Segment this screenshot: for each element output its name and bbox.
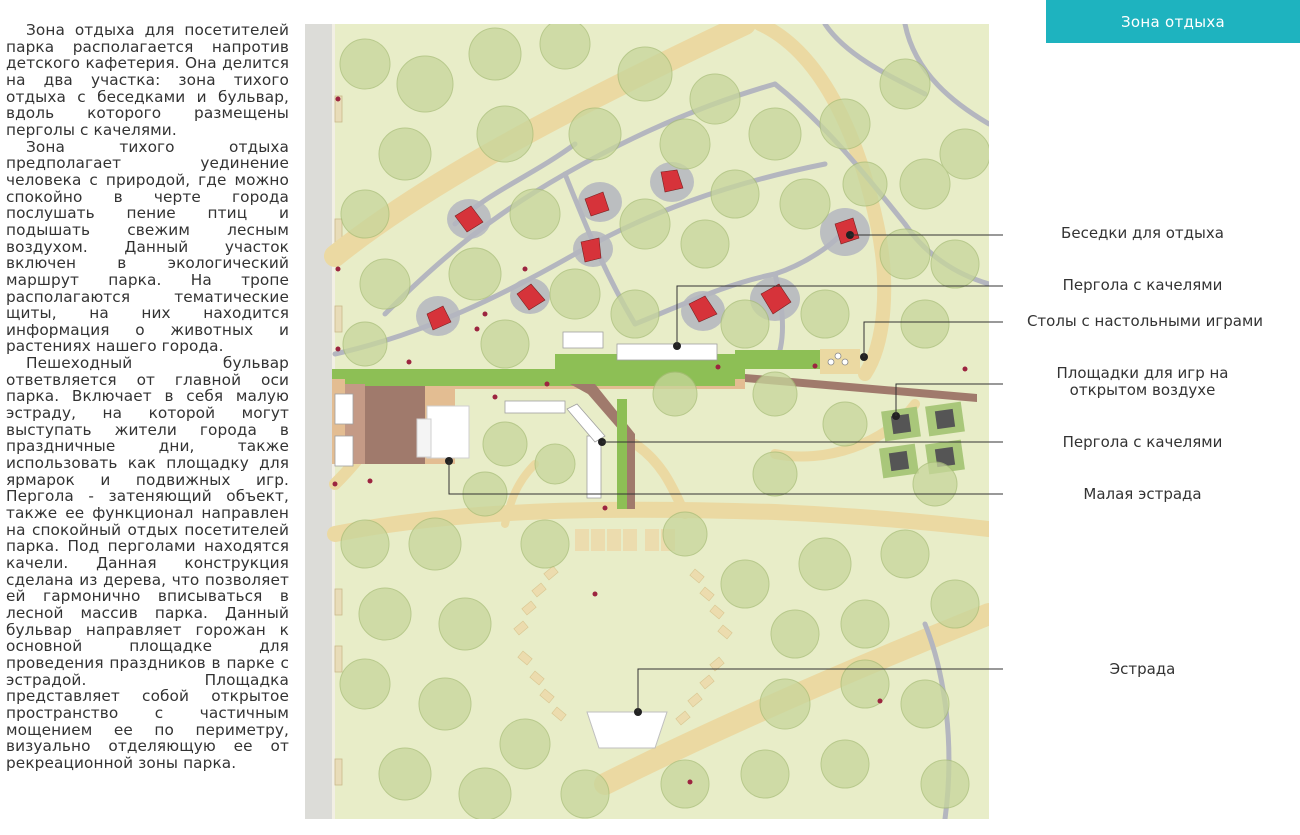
legend-label-small-stage: Малая эстрада — [1083, 485, 1202, 503]
legend-label-stage: Эстрада — [1109, 660, 1176, 678]
legend-label-pergola-1: Пергола с качелями — [1062, 276, 1223, 294]
legend-label-pergola-2: Пергола с качелями — [1062, 433, 1223, 451]
section-title-tab: Зона отдыха — [1046, 0, 1300, 43]
legend-label-gazebos: Беседки для отдыха — [1061, 224, 1224, 242]
description-paragraph: Зона отдыха для посетителей парка располагается напротив детского кафетерия. Она делится на два участка: зона тихого отдыха с беседками и бульвар, вдоль которого размещены перголы с качелями. — [6, 21, 289, 139]
description-paragraph: Пешеходный бульвар ответвляется от главной оси парка. Включает в себя малую эстраду, на которой могут выступать жители города в праздничные дни, также использовать как площадку для ярмарок и подвижных игр. Пергола - затеняющий объект, также ее функционал направлен на спокойный отдых посетителей парка. Под перголами находятся качели. Данная конструкция сделана из дерева, что позволяет ей гармонично вписываться в лесной массив парка. Данный бульвар направляет горожан к основной площадке для проведения праздников в парке с эстрадой. Площадка представляет собой открытое пространство с частичным мощением ее по периметру, визуально отделяющую ее от рекреационной зоны парка. — [6, 354, 289, 772]
legend-label-board-game-tables: Столы с настольными играми — [1026, 312, 1264, 330]
description-paragraph: Зона тихого отдыха предполагает уединение человека с природой, где можно спокойно в черте города послушать пение птиц и подышать свежим лесным воздухом. Данный участок включен в экологический маршрут парка. На тропе располагаются тематические щиты, на них находится информация о животных и растениях нашего города. — [6, 137, 289, 356]
legend-label-outdoor-game-areas: Площадки для игр на открытом воздухе — [1056, 364, 1229, 399]
